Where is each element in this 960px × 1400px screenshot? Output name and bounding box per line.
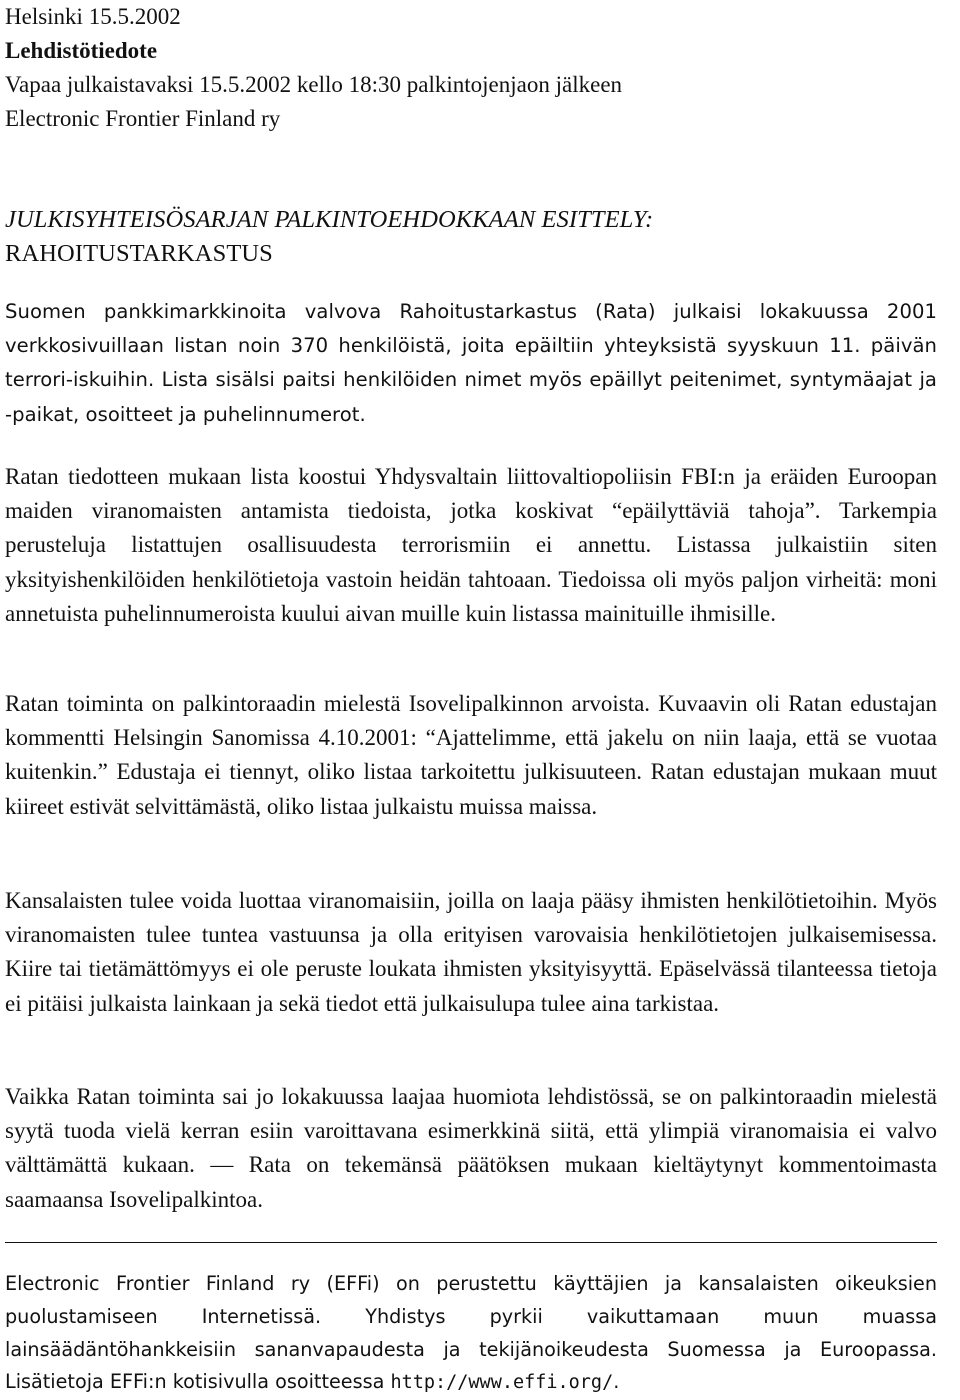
- headline-block: [5, 203, 937, 271]
- paragraph-2-text: Ratan tiedotteen mukaan lista koostui Yhdysvaltain liittovaltiopoliisin FBI:n ja eräiden Euroopan maiden viranomaisten antamista tiedoista, jotka koskivat “epäilyttäviä tahoja”. Tarkempia perusteluja listattujen osallisuudesta terrorismiin ei annettu. Listassa julkaistiin siten yksityishenkilöiden henkilötietoja vastoin heidän tahtoaan. Tiedoissa oli myös paljon virheitä: moni annetuista puhelinnumeroista kuului aivan muille kuin listassa mainituille ihmisille.: [5, 464, 937, 626]
- paragraph-1-text: Suomen pankkimarkkinoita valvova Rahoitustarkastus (Rata) julkaisi lokakuussa 2001 verkkosivuillaan listan noin 370 henkilöistä, joita epäiltiin yhteyksistä syyskuun 11. päivän terrori-iskuihin. Lista sisälsi paitsi henkilöiden nimet myös epäillyt peitenimet, syntymäajat ja -paikat, osoitteet ja puhelinnumerot.: [5, 300, 937, 426]
- document-type: Lehdistötiedote: [5, 38, 158, 63]
- embargo-line: Vapaa julkaistavaksi 15.5.2002 kello 18:30 palkintojenjaon jälkeen: [5, 72, 623, 97]
- footer-text: Electronic Frontier Finland ry (EFFi) on perustettu käyttäjien ja kansalaisten oikeuksien puolustamiseen Internetissä. Yhdistys pyrkii vaikuttamaan muun muassa lainsäädäntöhankkeisiin sananvapaudesta ja tekijänoikeudesta Suomessa ja Euroopassa. Lisätietoja EFFi:n kotisivulla osoitteessa: [5, 1272, 937, 1394]
- footer-note: [5, 1268, 937, 1400]
- footer-divider: [5, 1242, 937, 1243]
- paragraph-4-text: Kansalaisten tulee voida luottaa viranomaisiin, joilla on laaja pääsy ihmisten henkilötietoihin. Myös viranomaisten tulee tuntea vastuunsa ja olla erityisen varovaisia henkilötietojen julkaisemisessa. Kiire tai tietämättömyys ei ole peruste loukata ihmisten yksityisyyttä. Epäselvässä tilanteessa tietoja ei pitäisi julkaista lainkaan ja sekä tiedot että julkaisulupa tulee aina tarkistaa.: [5, 888, 937, 1016]
- footer-end: .: [613, 1370, 620, 1394]
- paragraph-3-text: Ratan toiminta on palkintoraadin mielestä Isovelipalkinnon arvoista. Kuvaavin oli Ratan edustajan kommentti Helsingin Sanomissa 4.10.2001: “Ajattelimme, että jakelu on niin laaja, että se vuotaa kuitenkin.” Edustaja ei tiennyt, oliko listaa tarkoitettu julkisuuteen. Ratan edustajan mukaan muut kiireet estivät selvittämästä, oliko listaa julkaistu muissa maissa.: [5, 691, 937, 819]
- paragraph-5-text: Vaikka Ratan toiminta sai jo lokakuussa laajaa huomiota lehdistössä, se on palkintoraadin mielestä syytä tuoda vielä kerran esiin varoittavana esimerkkinä siitä, että ylimpiä viranomaisia ei valvo välttämättä kukaan. — Rata on tekemänsä päätöksen mukaan kieltäytynyt kommentoimasta saamaansa Isovelipalkintoa.: [5, 1084, 937, 1212]
- paragraph-4: [5, 884, 937, 1021]
- homepage-link[interactable]: http://www.effi.org/: [390, 1372, 614, 1394]
- paragraph-1: [5, 295, 937, 432]
- date-line: Helsinki 15.5.2002: [5, 4, 181, 29]
- organization-line: Electronic Frontier Finland ry: [5, 106, 281, 131]
- headline-line-1: JULKISYHTEISÖSARJAN PALKINTOEHDOKKAAN ESITTELY:: [5, 206, 654, 233]
- paragraph-2: [5, 460, 937, 631]
- paragraph-5: [5, 1080, 937, 1217]
- headline-line-2: RAHOITUSTARKASTUS: [5, 240, 273, 267]
- header-block: [5, 0, 937, 136]
- paragraph-3: [5, 687, 937, 824]
